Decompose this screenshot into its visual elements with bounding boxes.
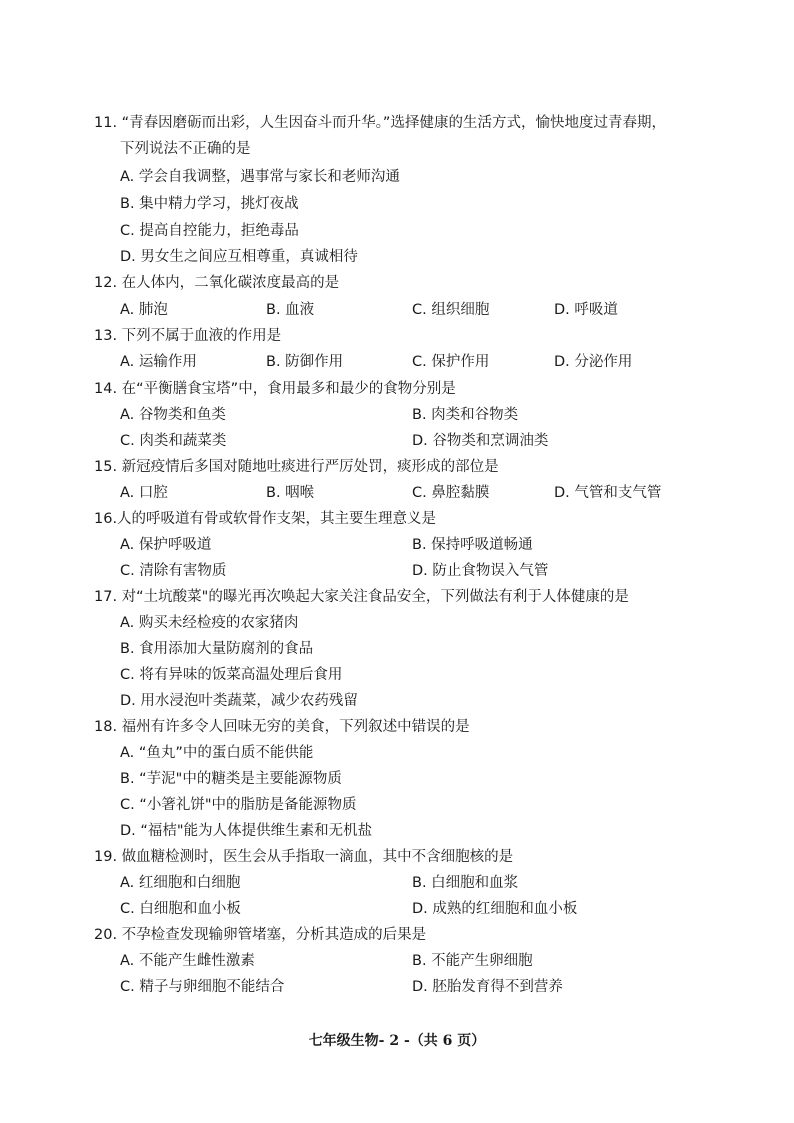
question-19-option-d: D. 成熟的红细胞和血小板	[412, 901, 578, 917]
question-19-option-c: C. 白细胞和血小板	[120, 901, 241, 917]
question-11-stem: 11. “青春因磨砺而出彩，人生因奋斗而升华。”选择健康的生活方式，愉快地度过青春期，	[94, 115, 666, 131]
question-12-stem: 12. 在人体内，二氧化碳浓度最高的是	[94, 275, 340, 291]
question-17-option-a: A. 购买未经检疫的农家猪肉	[120, 615, 299, 631]
question-13-option-a: A. 运输作用	[120, 354, 197, 370]
question-18-stem: 18. 福州有许多令人回味无穷的美食，下列叙述中错误的是	[94, 719, 470, 735]
question-19-option-a: A. 红细胞和白细胞	[120, 875, 241, 891]
question-14-option-c: C. 肉类和蔬菜类	[120, 433, 227, 449]
question-12-option-c: C. 组织细胞	[412, 302, 490, 318]
question-17-option-b: B. 食用添加大量防腐剂的食品	[120, 641, 314, 657]
question-12-options	[120, 297, 754, 323]
question-16-option-b: B. 保持呼吸道畅通	[412, 537, 533, 553]
question-18-option-b: B. “芋泥"中的糖类是主要能源物质	[120, 771, 342, 787]
page-footer: 七年级生物- 2 -（共 6 页）	[308, 1033, 486, 1049]
question-19-option-b: B. 白细胞和血浆	[412, 875, 519, 891]
question-14-option-d: D. 谷物类和烹调油类	[412, 433, 549, 449]
question-14-option-a: A. 谷物类和鱼类	[120, 407, 226, 423]
question-19-options-row1	[120, 870, 754, 896]
question-12-option-a: A. 肺泡	[120, 302, 168, 318]
question-17-stem: 17. 对“土坑酸菜"的曝光再次唤起大家关注食品安全，下列做法有利于人体健康的是	[94, 589, 629, 605]
question-16-option-d: D. 防止食物误入气管	[412, 563, 549, 579]
question-16-options-row1	[120, 532, 754, 558]
question-20-options-row1	[120, 948, 754, 974]
question-18-option-c: C. “小箸礼饼"中的脂肪是备能源物质	[120, 797, 357, 813]
question-11-option-c: C. 提高自控能力，拒绝毒品	[120, 223, 299, 239]
question-13-stem: 13. 下列不属于血液的作用是	[94, 328, 282, 344]
question-13-option-c: C. 保护作用	[412, 354, 490, 370]
question-14-stem: 14. 在“平衡膳食宝塔”中，食用最多和最少的食物分别是	[94, 381, 456, 397]
question-20-options-row2	[120, 974, 754, 1000]
question-14-option-b: B. 肉类和谷物类	[412, 407, 519, 423]
question-17-option-c: C. 将有异味的饭菜高温处理后食用	[120, 667, 343, 683]
question-20-option-d: D. 胚胎发育得不到营养	[412, 979, 563, 995]
question-18-option-a: A. “鱼丸”中的蛋白质不能供能	[120, 745, 314, 761]
question-15-stem: 15. 新冠疫情后多国对随地吐痰进行严厉处罚，痰形成的部位是	[94, 459, 499, 475]
question-15-option-b: B. 咽喉	[266, 485, 315, 501]
question-20-option-b: B. 不能产生卵细胞	[412, 953, 533, 969]
question-18-option-d: D. “福桔"能为人体提供维生素和无机盐	[120, 823, 373, 839]
question-20-option-c: C. 精子与卵细胞不能结合	[120, 979, 285, 995]
question-15-option-c: C. 鼻腔黏膜	[412, 485, 490, 501]
question-15-option-a: A. 口腔	[120, 485, 168, 501]
question-14-options-row2	[120, 428, 754, 454]
question-13-option-b: B. 防御作用	[266, 354, 344, 370]
question-19-stem: 19. 做血糖检测时，医生会从手指取一滴血，其中不含细胞核的是	[94, 849, 514, 865]
question-16-options-row2	[120, 558, 754, 584]
question-14-options-row1	[120, 402, 754, 428]
question-16-stem: 16.人的呼吸道有骨或软骨作支架，其主要生理意义是	[94, 511, 437, 527]
question-19-options-row2	[120, 896, 754, 922]
question-20-option-a: A. 不能产生雌性激素	[120, 953, 255, 969]
question-11-stem-cont: 下列说法不正确的是	[120, 141, 251, 157]
question-17-option-d: D. 用水浸泡叶类蔬菜，减少农药残留	[120, 693, 358, 709]
question-11-option-d: D. 男女生之间应互相尊重，真诚相待	[120, 249, 358, 265]
question-13-options	[120, 349, 754, 375]
question-12-option-b: B. 血液	[266, 302, 315, 318]
question-11-option-a: A. 学会自我调整，遇事常与家长和老师沟通	[120, 169, 400, 185]
question-15-options	[120, 480, 754, 506]
question-15-option-d: D. 气管和支气管	[554, 485, 662, 501]
question-16-option-a: A. 保护呼吸道	[120, 537, 212, 553]
question-12-option-d: D. 呼吸道	[554, 302, 618, 318]
question-11-option-b: B. 集中精力学习，挑灯夜战	[120, 196, 299, 212]
question-13-option-d: D. 分泌作用	[554, 354, 633, 370]
question-20-stem: 20. 不孕检查发现输卵管堵塞，分析其造成的后果是	[94, 927, 427, 943]
question-16-option-c: C. 清除有害物质	[120, 563, 227, 579]
